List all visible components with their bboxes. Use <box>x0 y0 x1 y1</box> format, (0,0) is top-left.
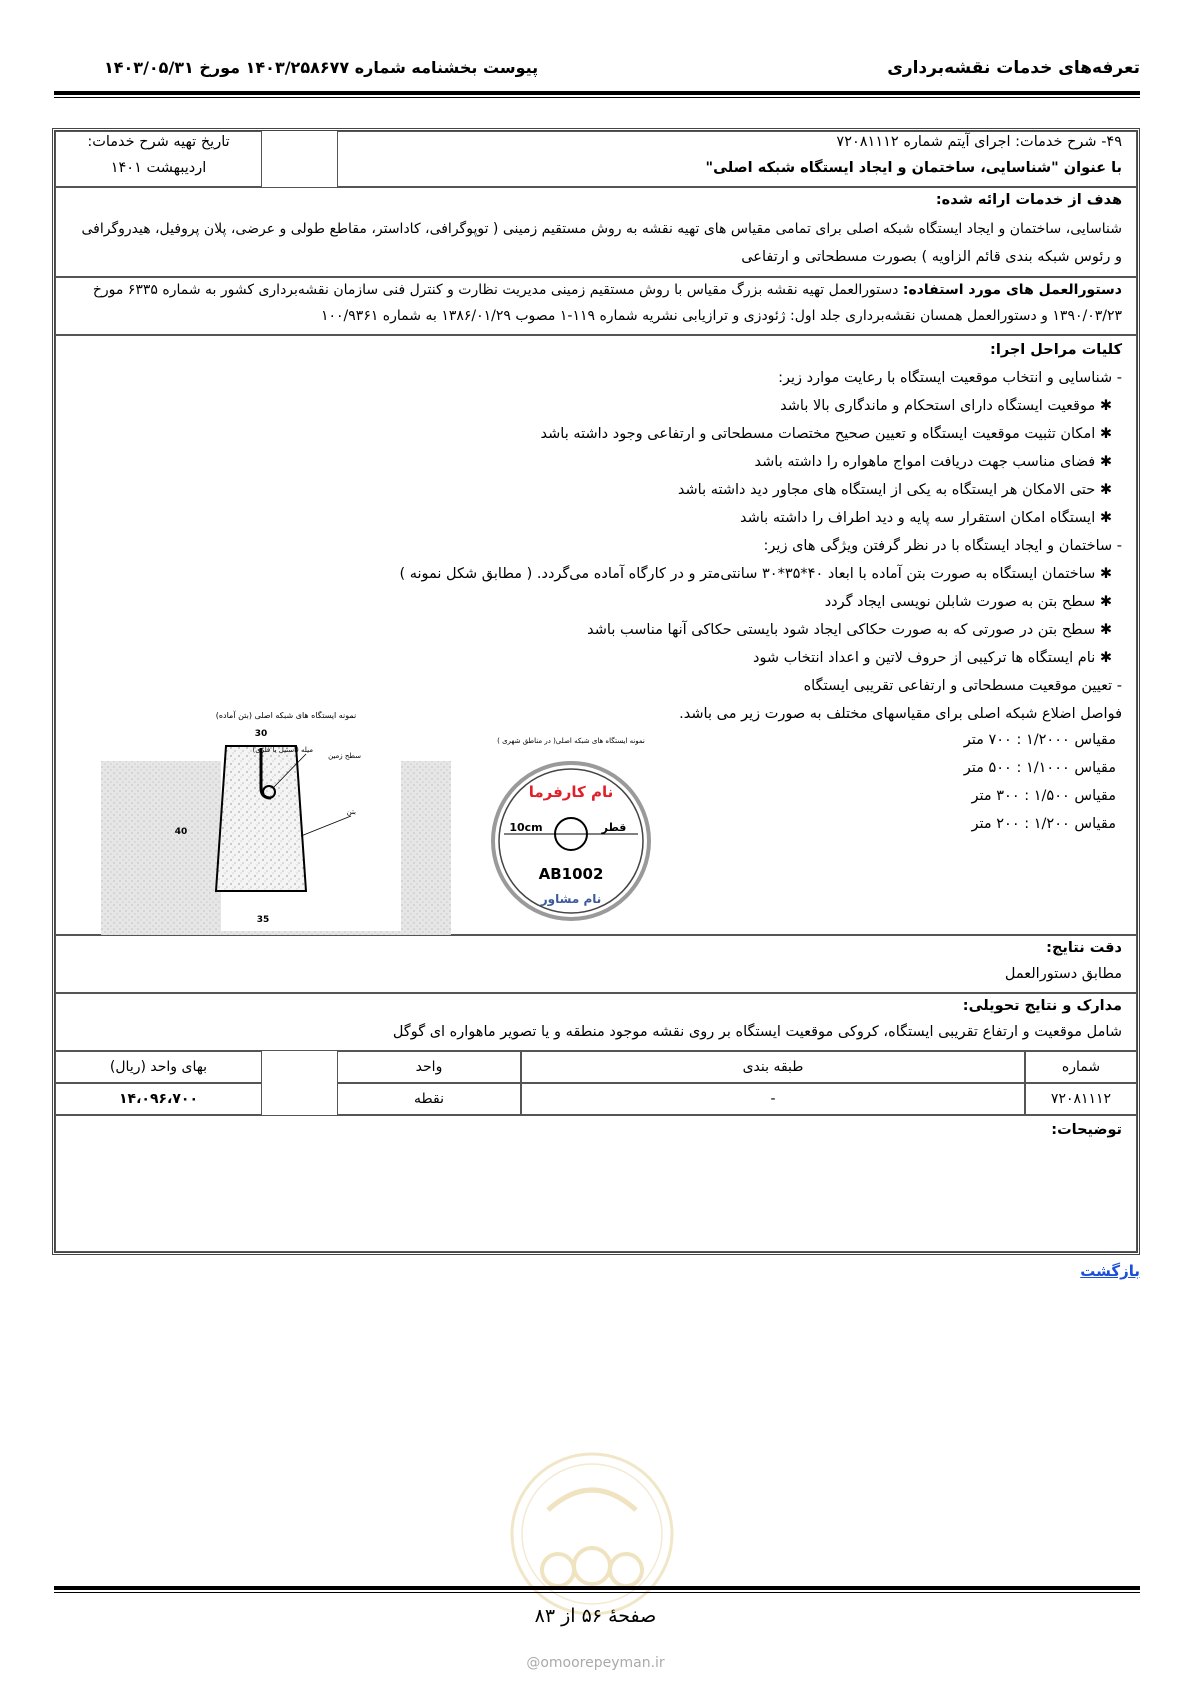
urban-marker-diagram <box>476 731 666 936</box>
table-cell-price: ۱۴،۰۹۶،۷۰۰ <box>55 1083 262 1115</box>
table-cell-category: - <box>521 1083 1025 1115</box>
instructions-line-1 <box>93 282 1122 298</box>
dimension-top: 30 <box>254 729 268 739</box>
notes-heading: توضیحات: <box>1051 1122 1122 1138</box>
step-bullet: ✱ موقعیت ایستگاه دارای استحکام و ماندگاری بالا باشد <box>780 398 1112 414</box>
dimension-bottom: 35 <box>256 915 270 925</box>
footer-rule <box>54 1586 1140 1590</box>
goal-section <box>55 187 1137 277</box>
steps-section <box>55 335 1137 935</box>
goal-line-1: شناسایی، ساختمان و ایجاد ایستگاه شبکه اصلی برای تمامی مقیاس های تهیه نقشه به روش مستقیم زمینی ( توپوگرافی، کاداستر، مقاطع طولی و عرضی، پلان پروفیل، هیدروگرافی <box>81 221 1122 237</box>
header-title: تعرفه‌های خدمات نقشه‌برداری <box>887 58 1140 78</box>
concrete-leader <box>301 816 351 836</box>
page-header <box>54 54 1140 90</box>
instructions-text-1: دستورالعمل تهیه نقشه بزرگ مقیاس با روش مستقیم زمینی مدیریت نظارت و کنترل فنی سازمان نقشه‌برداری کشور به شماره ۶۳۳۵ مورخ <box>92 282 899 298</box>
scale-item: مقیاس ۱/۲۰۰ : ۲۰۰ متر <box>971 816 1116 832</box>
goal-line-2: و رئوس شبکه بندی قائم الزاویه ) بصورت مسطحاتی و ارتفاعی <box>741 249 1122 265</box>
header-rule <box>54 91 1140 95</box>
service-line-2: با عنوان "شناسایی، ساختمان و ایجاد ایستگاه شبکه اصلی" <box>705 160 1122 176</box>
step-line: فواصل اضلاع شبکه اصلی برای مقیاسهای مختلف به صورت زیر می باشد. <box>679 706 1122 722</box>
header-rule-thin <box>54 97 1140 98</box>
footer-url <box>0 1655 1191 1671</box>
service-card <box>52 128 1140 1255</box>
instructions-section <box>55 277 1137 335</box>
table-header-number: شماره <box>1025 1051 1137 1083</box>
scale-item: مقیاس ۱/۲۰۰۰ : ۷۰۰ متر <box>963 732 1116 748</box>
service-line-1: ۴۹- شرح خدمات: اجرای آیتم شماره ۷۲۰۸۱۱۱۲ <box>836 134 1122 150</box>
marker-size: 10cm <box>509 821 543 834</box>
at-icon: @ <box>526 1655 541 1671</box>
steps-heading: کلیات مراحل اجرا: <box>990 342 1122 358</box>
table-header-price: بهای واحد (ریال) <box>55 1051 262 1083</box>
table-header-unit: واحد <box>337 1051 521 1083</box>
table-cell-unit: نقطه <box>337 1083 521 1115</box>
scale-item: مقیاس ۱/۵۰۰ : ۳۰۰ متر <box>971 788 1116 804</box>
marker-code: AB1002 <box>538 865 604 883</box>
accuracy-heading: دقت نتایج: <box>1046 940 1122 956</box>
table-header-category: طبقه بندی <box>521 1051 1025 1083</box>
accuracy-section <box>55 935 1137 993</box>
step-bullet: ✱ امکان تثبیت موقعیت ایستگاه و تعیین صحیح مختصات مسطحاتی و ارتفاعی وجود داشته باشد <box>540 426 1112 442</box>
pin-label: میله (استیل یا فلزی) <box>252 746 313 754</box>
step-bullet: ✱ ایستگاه امکان استقرار سه پایه و دید اطراف را داشته باشد <box>740 510 1112 526</box>
marker-diameter: قطر <box>601 821 627 834</box>
marker-owner: نام کارفرما <box>528 783 614 801</box>
instructions-heading: دستورالعمل های مورد استفاده: <box>902 282 1122 298</box>
footer-rule-thin <box>54 1592 1140 1593</box>
deliverables-heading: مدارک و نتایج تحویلی: <box>962 998 1122 1014</box>
step-bullet: ✱ نام ایستگاه ها ترکیبی از حروف لاتین و اعداد انتخاب شود <box>752 650 1112 666</box>
service-date-cell <box>55 131 262 187</box>
step-bullet: ✱ حتی الامکان هر ایستگاه به یکی از ایستگاه های مجاور دید داشته باشد <box>677 482 1112 498</box>
scale-item: مقیاس ۱/۱۰۰۰ : ۵۰۰ متر <box>963 760 1116 776</box>
header-attachment: پیوست بخشنامه شماره ۱۴۰۳/۲۵۸۶۷۷ مورخ ۱۴۰۳/۰۵/۳۱ <box>104 58 539 77</box>
step-bullet: ✱ فضای مناسب جهت دریافت امواج ماهواره را داشته باشد <box>754 454 1112 470</box>
page-number: صفحهٔ ۵۶ از ۸۳ <box>534 1605 657 1627</box>
step-line: - ساختمان و ایجاد ایستگاه با در نظر گرفتن ویژگی های زیر: <box>763 538 1122 554</box>
deliverables-section <box>55 993 1137 1051</box>
concrete-label: بتن <box>346 808 356 816</box>
service-date-value: اردیبهشت ۱۴۰۱ <box>110 160 207 176</box>
monument-section-diagram <box>101 706 451 936</box>
step-line: - شناسایی و انتخاب موقعیت ایستگاه با رعایت موارد زیر: <box>778 370 1122 386</box>
figure2-title: نمونه ایستگاه های شبکه اصلی( در مناطق شهری ) <box>497 737 645 745</box>
notes-section <box>55 1115 1137 1252</box>
accuracy-value: مطابق دستورالعمل <box>1004 966 1122 982</box>
service-date-label: تاریخ تهیه شرح خدمات: <box>87 134 230 150</box>
footer-url-text: omoorepeyman.ir <box>540 1655 665 1671</box>
ground-label: سطح زمین <box>328 752 361 760</box>
dimension-side: 40 <box>174 827 188 837</box>
table-cell-number: ۷۲۰۸۱۱۱۲ <box>1025 1083 1137 1115</box>
step-bullet: ✱ سطح بتن به صورت شابلن نویسی ایجاد گردد <box>824 594 1112 610</box>
step-line: - تعیین موقعیت مسطحاتی و ارتفاعی تقریبی ایستگاه <box>803 678 1122 694</box>
goal-heading: هدف از خدمات ارائه شده: <box>935 192 1122 208</box>
back-link[interactable]: بازگشت <box>1080 1262 1140 1280</box>
step-bullet: ✱ سطح بتن در صورتی که به صورت حکاکی ایجاد شود بایستی حکاکی آنها مناسب باشد <box>587 622 1112 638</box>
deliverables-value: شامل موقعیت و ارتفاع تقریبی ایستگاه، کروکی موقعیت ایستگاه بر روی نقشه موجود منطقه و یا تصویر ماهواره ای گوگل <box>392 1024 1122 1040</box>
figure1-title: نمونه ایستگاه های شبکه اصلی (بتن آماده) <box>215 711 357 720</box>
instructions-line-2: ۱۳۹۰/۰۳/۲۳ و دستورالعمل همسان نقشه‌برداری جلد اول: ژئودزی و ترازیابی نشریه شماره ۱۱۹-۱ مصوب ۱۳۸۶/۰۱/۲۹ به شماره ۱۰۰/۹۳۶۱ <box>321 308 1122 324</box>
service-title-cell <box>337 131 1137 187</box>
step-bullet: ✱ ساختمان ایستگاه به صورت بتن آماده با ابعاد ۴۰*۳۵*۳۰ سانتی‌متر و در کارگاه آماده می‌گردد. ( مطابق شکل نمونه ) <box>399 566 1112 582</box>
marker-consultant: نام مشاور <box>540 892 602 906</box>
